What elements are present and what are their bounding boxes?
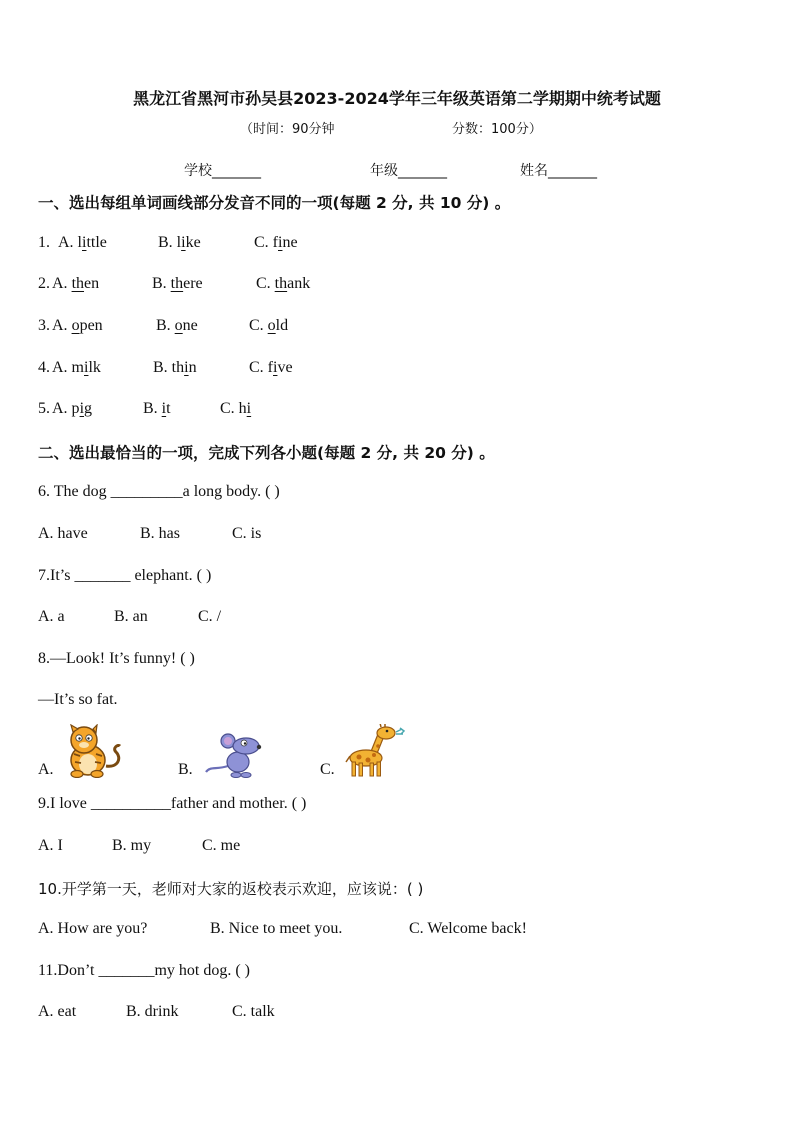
underlined-sound: i xyxy=(278,234,283,251)
word-part: C. xyxy=(249,317,268,334)
section-heading-2: 二、选出最恰当的一项，完成下列各小题(每题 2 分, 共 20 分) 。 xyxy=(38,444,495,462)
underlined-sound: i xyxy=(273,359,278,376)
question-2-number: 2. xyxy=(38,275,50,292)
word-part: C. f xyxy=(249,359,273,376)
q3-option-b[interactable] xyxy=(156,317,198,335)
word-part: ne xyxy=(282,234,298,251)
word-part: n xyxy=(188,359,197,376)
word-part: C. xyxy=(256,275,275,292)
word-part: B. xyxy=(156,317,175,334)
underlined-sound: th xyxy=(71,275,85,292)
mouse-picture xyxy=(204,732,268,778)
q11-option-a[interactable]: A. eat xyxy=(38,1003,77,1020)
name-field[interactable]: 姓名_______ xyxy=(520,163,597,179)
word-part: t xyxy=(166,400,171,417)
q9-option-c[interactable]: C. me xyxy=(202,837,241,854)
underlined-sound: i xyxy=(181,234,186,251)
word-part: B. th xyxy=(153,359,185,376)
q10-option-c[interactable]: C. Welcome back! xyxy=(409,920,527,937)
word-part: A. xyxy=(52,275,72,292)
underlined-sound: i xyxy=(79,400,85,417)
exam-time: （时间：90分钟 xyxy=(240,122,335,137)
word-part: ne xyxy=(182,317,198,334)
word-part: B. l xyxy=(158,234,182,251)
question-1-number: 1. xyxy=(38,234,50,251)
q2-option-c[interactable] xyxy=(256,275,310,293)
underlined-sound: i xyxy=(184,359,189,376)
school-field[interactable]: 学校_______ xyxy=(184,163,261,179)
word-part: ld xyxy=(275,317,289,334)
q10-option-a[interactable]: A. How are you? xyxy=(38,920,148,937)
q5-option-c[interactable] xyxy=(220,400,251,418)
word-part: A. m xyxy=(52,359,84,376)
q8-option-c[interactable]: C. xyxy=(320,761,335,778)
word-part: ve xyxy=(277,359,293,376)
underlined-sound: i xyxy=(246,400,252,417)
underlined-sound: th xyxy=(170,275,184,292)
exam-score: 分数：100分） xyxy=(452,122,542,137)
q9-option-b[interactable]: B. my xyxy=(112,837,152,854)
q4-option-b[interactable] xyxy=(153,359,197,377)
q6-option-b[interactable]: B. has xyxy=(140,525,180,542)
section-heading-1: 一、选出每组单词画线部分发音不同的一项(每题 2 分, 共 10 分) 。 xyxy=(38,194,511,212)
question-9: 9.I love __________father and mother. ( ) xyxy=(38,795,307,812)
q5-option-b[interactable] xyxy=(143,400,171,418)
q6-option-c[interactable]: C. is xyxy=(232,525,262,542)
question-7: 7.It’s _______ elephant. ( ) xyxy=(38,567,212,584)
q6-option-a[interactable]: A. have xyxy=(38,525,88,542)
question-5-number: 5. xyxy=(38,400,50,417)
q1-option-b[interactable] xyxy=(158,234,201,252)
word-part: ttle xyxy=(86,234,107,251)
tiger-picture xyxy=(62,724,124,778)
q3-option-c[interactable] xyxy=(249,317,288,335)
q8-option-b[interactable]: B. xyxy=(178,761,193,778)
page-title: 黑龙江省黑河市孙吴县2023-2024学年三年级英语第二学期期中统考试题 xyxy=(133,89,661,108)
word-part: B. xyxy=(143,400,162,417)
word-part: en xyxy=(84,275,100,292)
question-11: 11.Don’t _______my hot dog. ( ) xyxy=(38,962,250,979)
word-part: A. l xyxy=(58,234,82,251)
word-part: ke xyxy=(185,234,201,251)
grade-field[interactable]: 年级_______ xyxy=(370,163,447,179)
q4-option-c[interactable] xyxy=(249,359,293,377)
word-part: lk xyxy=(88,359,101,376)
word-part: pen xyxy=(79,317,103,334)
q7-option-c[interactable]: C. / xyxy=(198,608,222,625)
q8-option-a[interactable]: A. xyxy=(38,761,54,778)
question-10: 10.开学第一天，老师对大家的返校表示欢迎，应该说：( ) xyxy=(38,880,424,898)
word-part: C. f xyxy=(254,234,278,251)
underlined-sound: i xyxy=(82,234,87,251)
q7-option-a[interactable]: A. a xyxy=(38,608,65,625)
underlined-sound: th xyxy=(274,275,288,292)
underlined-sound: o xyxy=(71,317,80,334)
q10-option-b[interactable]: B. Nice to meet you. xyxy=(210,920,343,937)
word-part: B. xyxy=(152,275,171,292)
word-part: A. p xyxy=(52,400,80,417)
question-6: 6. The dog _________a long body. ( ) xyxy=(38,483,280,500)
underlined-sound: o xyxy=(174,317,183,334)
giraffe-picture xyxy=(344,724,410,778)
q11-option-c[interactable]: C. talk xyxy=(232,1003,275,1020)
underlined-sound: i xyxy=(161,400,167,417)
q4-option-a[interactable] xyxy=(52,359,101,377)
underlined-sound: o xyxy=(267,317,276,334)
q3-option-a[interactable] xyxy=(52,317,103,335)
word-part: A. xyxy=(52,317,72,334)
question-4-number: 4. xyxy=(38,359,50,376)
q9-option-a[interactable]: A. I xyxy=(38,837,63,854)
word-part: g xyxy=(84,400,93,417)
word-part: C. h xyxy=(220,400,247,417)
q11-option-b[interactable]: B. drink xyxy=(126,1003,179,1020)
q1-option-a[interactable] xyxy=(58,234,107,252)
q2-option-b[interactable] xyxy=(152,275,203,293)
question-8-reply: —It’s so fat. xyxy=(38,691,118,708)
q1-option-c[interactable] xyxy=(254,234,298,252)
q7-option-b[interactable]: B. an xyxy=(114,608,148,625)
underlined-sound: i xyxy=(84,359,89,376)
question-3-number: 3. xyxy=(38,317,50,334)
q5-option-a[interactable] xyxy=(52,400,92,418)
word-part: ank xyxy=(287,275,311,292)
word-part: ere xyxy=(183,275,203,292)
question-8: 8.—Look! It’s funny! ( ) xyxy=(38,650,195,667)
q2-option-a[interactable] xyxy=(52,275,99,293)
